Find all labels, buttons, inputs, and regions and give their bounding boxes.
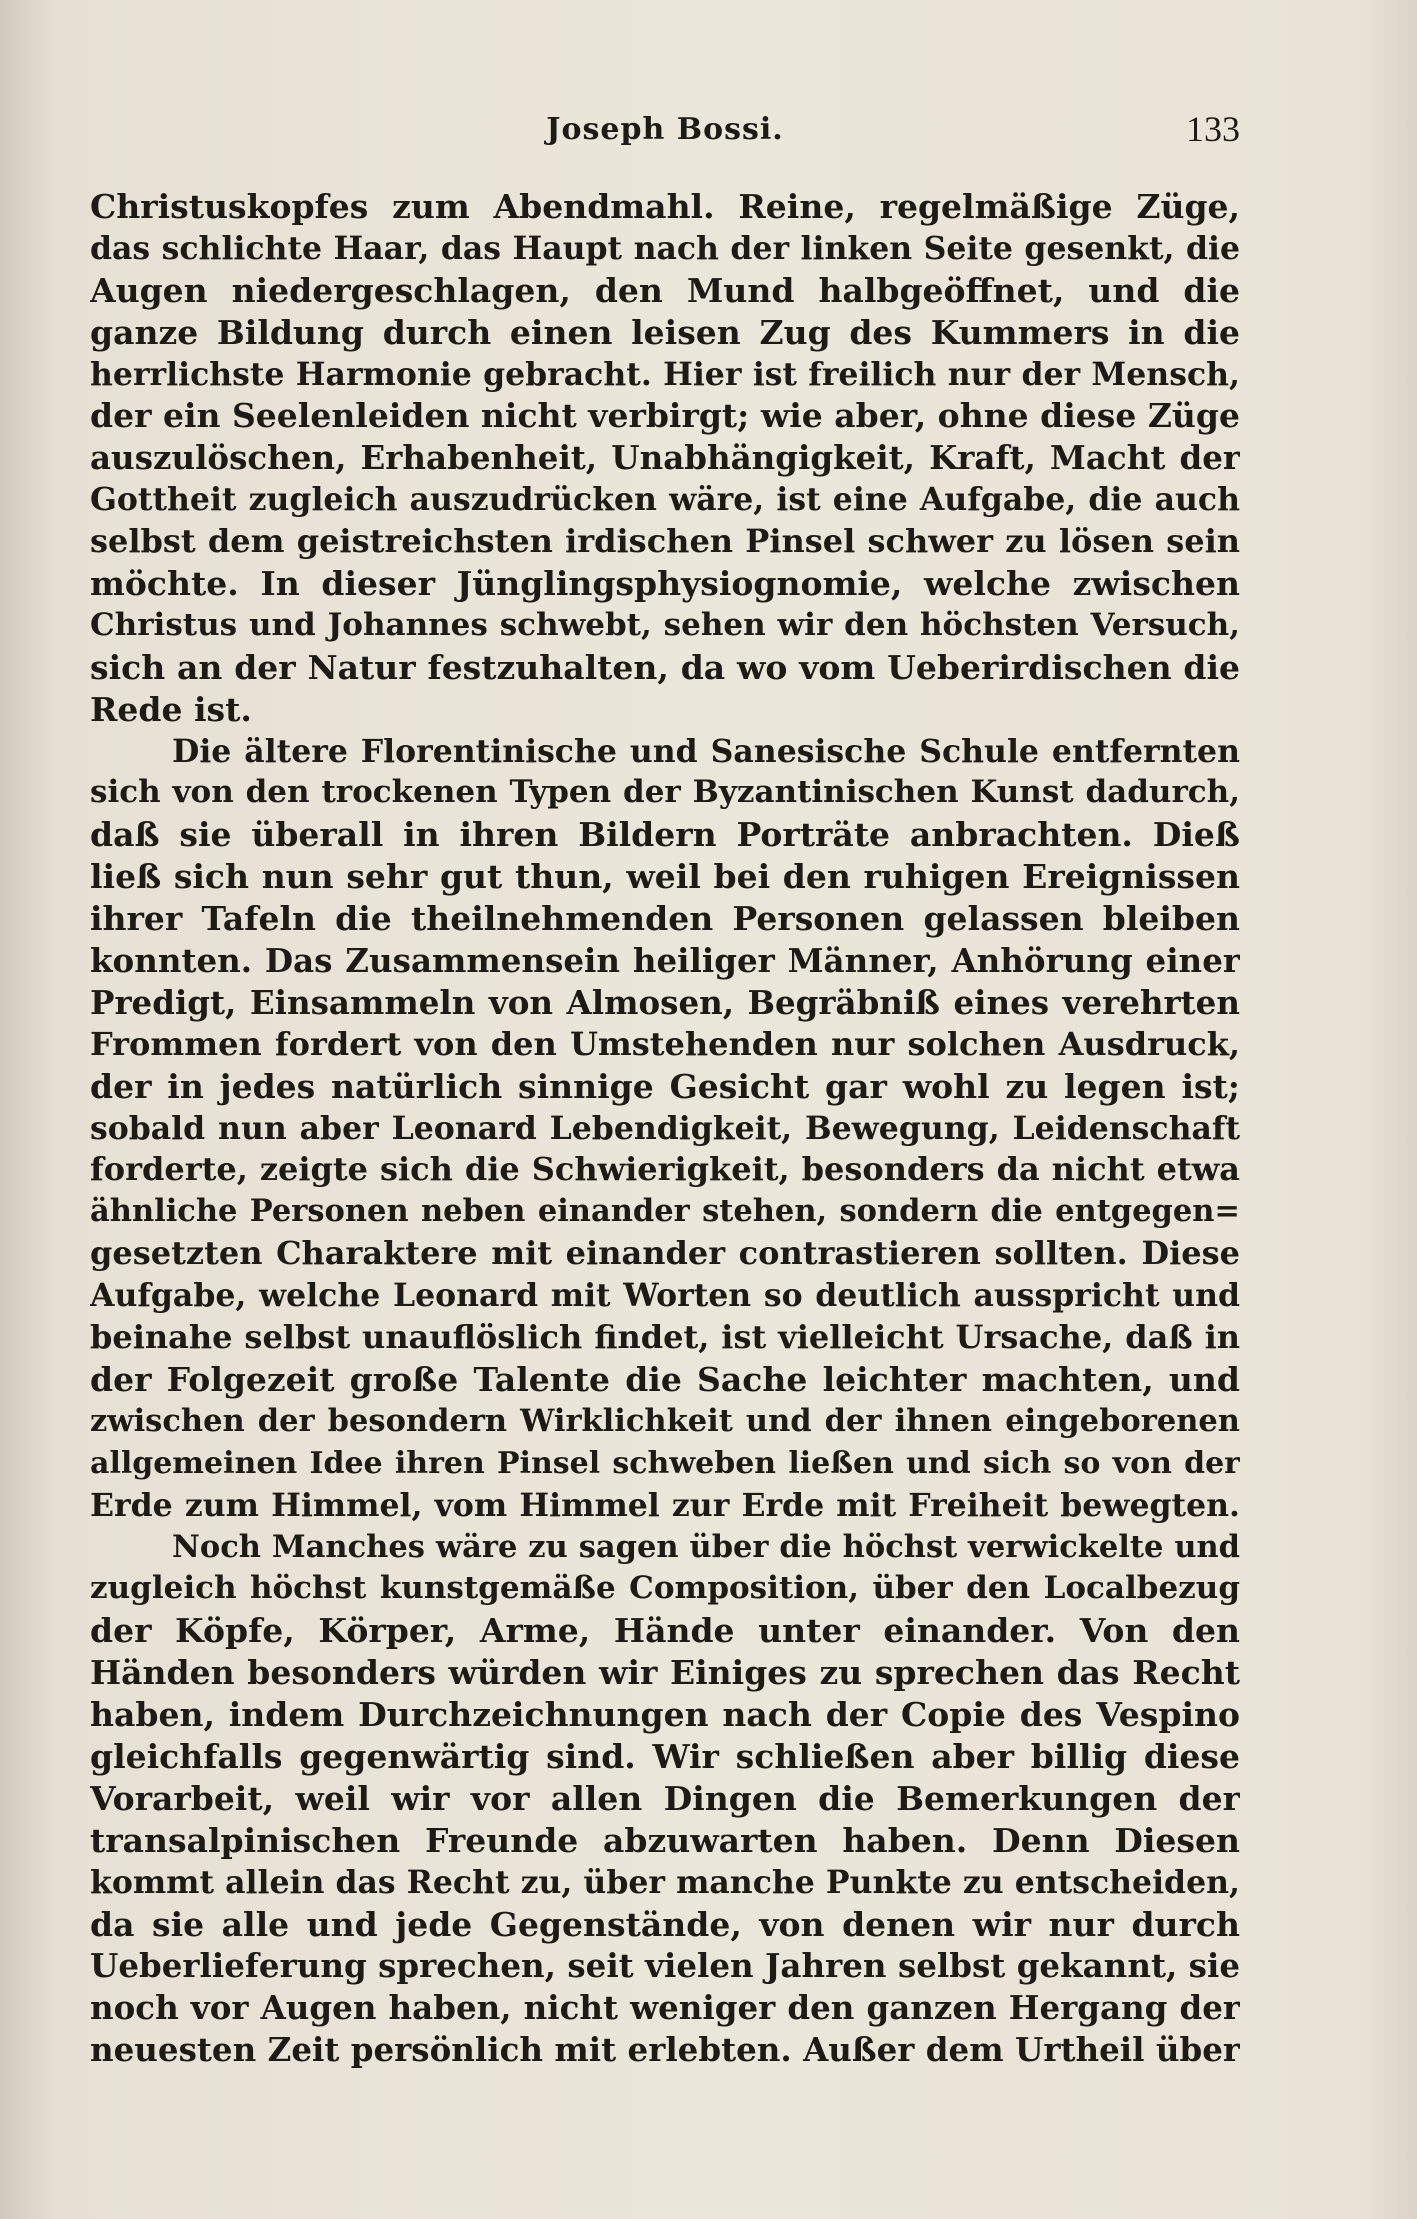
text-line: zugleich höchst kunstgemäße Composition, über den Localbezug [90,1570,1240,1607]
text-line: neuesten Zeit persönlich mit erlebten. Außer dem Urtheil über [90,2030,1240,2070]
text-line: Erde zum Himmel, vom Himmel zur Erde mit Freiheit bewegten. [90,1486,1240,1524]
text-line: ihrer Tafeln die theilnehmenden Personen gelassen bleiben [90,899,1240,939]
text-line: haben, indem Durchzeichnungen nach der Copie des Vespino [90,1695,1240,1735]
text-line: der Folgezeit große Talente die Sache leichter machten, und [90,1359,1240,1399]
text-line: Christus und Johannes schwebt, sehen wir den höchsten Versuch, [90,606,1240,643]
text-line: Christuskopfes zum Abendmahl. Reine, regelmäßige Züge, [90,187,1240,226]
text-line: Händen besonders würden wir Einiges zu sprechen das Recht [90,1653,1240,1693]
text-line: zwischen der besondern Wirklichkeit und der ihnen eingeborenen [90,1402,1240,1439]
text-line: Aufgabe, welche Leonard mit Worten so deutlich ausspricht und [90,1277,1240,1315]
text-line: auszulöschen, Erhabenheit, Unabhängigkeit, Kraft, Macht der [90,438,1240,478]
text-line: gesetzten Charaktere mit einander contrastieren sollten. Diese [90,1234,1240,1273]
text-line: Vorarbeit, weil wir vor allen Dingen die Bemerkungen der [90,1778,1240,1818]
text-line: ähnliche Personen neben einander stehen, sondern die entgegen= [90,1193,1240,1230]
page-number: 133 [1186,109,1240,149]
text-line: forderte, zeigte sich die Schwierigkeit, besonders da nicht etwa [90,1150,1240,1189]
text-line: Die ältere Florentinische und Sanesische Schule entfernten [172,732,1240,770]
text-line: daß sie überall in ihren Bildern Porträte anbrachten. Dieß [90,815,1240,855]
text-line: noch vor Augen haben, nicht weniger den ganzen Hergang der [90,1988,1240,2028]
text-line: das schlichte Haar, das Haupt nach der linken Seite gesenkt, die [90,229,1240,267]
text-line: herrlichste Harmonie gebracht. Hier ist freilich nur der Mensch, [90,355,1240,393]
text-line: transalpinischen Freunde abzuwarten haben. Denn Diesen [90,1820,1240,1860]
text-line: beinahe selbst unauflöslich findet, ist vielleicht Ursache, daß in [90,1318,1240,1357]
text-line: kommt allein das Recht zu, über manche Punkte zu entscheiden, [90,1863,1240,1901]
text-line: Rede ist. [90,689,252,729]
text-line: Frommen fordert von den Umstehenden nur solchen Ausdruck, [90,1024,1240,1063]
text-line: gleichfalls gegenwärtig sind. Wir schließen aber billig diese [90,1736,1240,1776]
text-line: der in jedes natürlich sinnige Gesicht gar wohl zu legen ist; [90,1066,1240,1106]
text-line: sich von den trockenen Typen der Byzantinischen Kunst dadurch, [90,774,1240,811]
text-line: ließ sich nun sehr gut thun, weil bei den ruhigen Ereignissen [90,857,1240,897]
text-line: allgemeinen Idee ihren Pinsel schweben ließen und sich so von der [90,1445,1240,1481]
text-line: der ein Seelenleiden nicht verbirgt; wie aber, ohne diese Züge [90,396,1240,436]
text-line: ganze Bildung durch einen leisen Zug des Kummers in die [90,312,1240,352]
page-header [90,108,1240,156]
text-line: Noch Manches wäre zu sagen über die höchst verwickelte und [172,1528,1240,1565]
text-line: Gottheit zugleich auszudrücken wäre, ist eine Aufgabe, die auch [90,481,1240,519]
text-line: selbst dem geistreichsten irdischen Pinsel schwer zu lösen sein [90,522,1240,561]
text-line: sich an der Natur festzuhalten, da wo vom Ueberirdischen die [90,647,1240,687]
text-line: der Köpfe, Körper, Arme, Hände unter einander. Von den [90,1611,1240,1651]
text-line: Predigt, Einsammeln von Almosen, Begräbniß eines verehrten [90,982,1240,1022]
text-line: konnten. Das Zusammensein heiliger Männer, Anhörung einer [90,941,1240,981]
text-line: sobald nun aber Leonard Lebendigkeit, Bewegung, Leidenschaft [90,1109,1240,1147]
text-line: Augen niedergeschlagen, den Mund halbgeöffnet, und die [90,270,1240,310]
body-text [90,186,1240,2071]
text-line: Ueberlieferung sprechen, seit vielen Jahren selbst gekannt, sie [90,1946,1240,1986]
text-line: da sie alle und jede Gegenstände, von denen wir nur durch [90,1904,1240,1944]
running-title: Joseph Bossi. [546,112,784,147]
text-line: möchte. In dieser Jünglingsphysiognomie, welche zwischen [90,564,1240,604]
